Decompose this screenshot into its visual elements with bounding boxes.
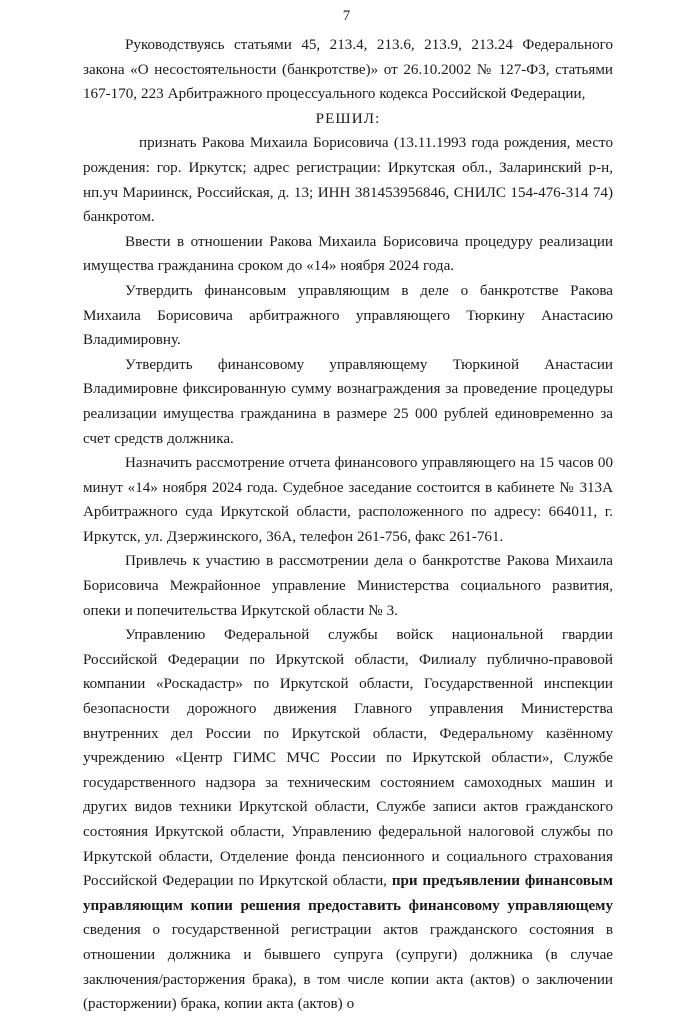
- document-body: [83, 33, 613, 1017]
- paragraph-declare-bankrupt: признать Ракова Михаила Борисовича (13.11.1993 года рождения, место рождения: гор. Иркутск; адрес регистрации: Иркутская обл., Заларинский р-н, нп.уч Мариинск, Российская, д. 13; ИНН 381453956846, СНИЛС 154-476-314 74) банкротом.: [83, 135, 613, 226]
- paragraph-preamble: Руководствуясь статьями 45, 213.4, 213.6, 213.9, 213.24 Федерального закона «О несостоятельности (банкротстве)» от 26.10.2002 № 127-ФЗ, статьями 167-170, 223 Арбитражного процессуального кодекса Российской Федерации,: [83, 37, 613, 103]
- paragraph-agencies-instruction: [83, 623, 613, 1017]
- paragraph-schedule-hearing: Назначить рассмотрение отчета финансового управляющего на 15 часов 00 минут «14» ноября 2024 года. Судебное заседание состоится в кабинете № 313А Арбитражного суда Иркутской области, расположенного по адресу: 664011, г. Иркутск, ул. Дзержинского, 36А, телефон 261-756, факс 261-761.: [83, 455, 613, 545]
- paragraph-approve-remuneration: Утвердить финансовому управляющему Тюркиной Анастасии Владимировне фиксированную сумму вознаграждения за проведение процедуры реализации имущества гражданина в размере 25 000 рублей единовременно за счет средств должника.: [83, 356, 613, 447]
- paragraph-approve-manager: Утвердить финансовым управляющим в деле о банкротстве Ракова Михаила Борисовича арбитражного управляющего Тюркину Анастасию Владимировну.: [83, 282, 613, 349]
- paragraph-involve-guardianship: Привлечь к участию в рассмотрении дела о банкротстве Ракова Михаила Борисовича Межрайонное управление Министерства социального развития, опеки и попечительства Иркутской области № 3.: [83, 553, 613, 619]
- paragraph-introduce-procedure: Ввести в отношении Ракова Михаила Борисовича процедуру реализации имущества гражданина сроком до «14» ноября 2024 года.: [83, 233, 613, 275]
- resolution-heading: РЕШИЛ:: [315, 110, 381, 127]
- agencies-trailing-text: сведения о государственной регистрации актов гражданского состояния в отношении должника и бывшего супруга (супруги) должника (в случае заключения/расторжения брака), в том числе копии акта (актов) о заключении (расторжении) брака, копии акта (актов) о: [83, 922, 613, 1013]
- page-number: 7: [342, 8, 351, 24]
- agencies-list-text: Управлению Федеральной службы войск национальной гвардии Российской Федерации по Иркутской области, Филиалу публично-правовой компании «Роскадастр» по Иркутской области, Государственной инспекции безопасности дорожного движения Главного управления Министерства внутренних дел России по Иркутской области, Федеральному казённому учреждению «Центр ГИМС МЧС России по Иркутской области», Службе государственного надзора за техническим состоянием самоходных машин и других видов техники Иркутской области, Службе записи актов гражданского состояния Иркутской области, Управлению федеральной налоговой службы по Иркутской области, Отделение фонда пенсионного и социального страхования Российской Федерации по Иркутской области,: [83, 627, 613, 890]
- agencies-bold-instruction: при предъявлении финансовым управляющим копии решения предоставить финансовому управляющему: [83, 873, 613, 914]
